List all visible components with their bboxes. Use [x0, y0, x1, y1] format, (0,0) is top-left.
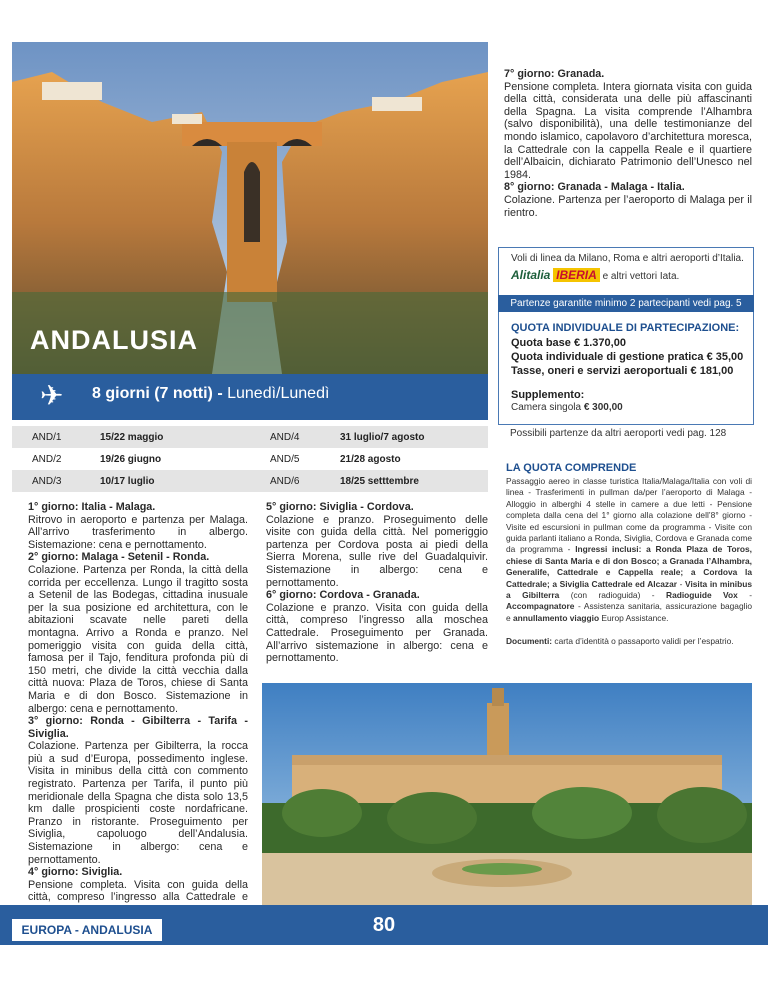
quota-base: Quota base € 1.370,00 [511, 337, 626, 349]
day-text: Colazione. Partenza per Gibilterra, la rocca più a sud d’Europa, possedimento inglese. Visita in minibus della città con commento registrato. Partenza per Tarifa, il punto più meridionale della Spagna che dista solo 13,5 km dalle prospicienti coste nordafricane. Pranzo in ristorante. Proseguimento per Siviglia, capoluogo dell’Andalusia. Sistemazione in albergo: cena e pernottamento. [28, 740, 248, 866]
weekdays-label: Lunedì/Lunedì [227, 385, 330, 402]
day-block [28, 501, 248, 551]
departure-date: 10/17 luglio [100, 476, 155, 487]
includes-part: - Assistenza sanitaria, assicurazione bagaglio e [506, 601, 752, 623]
day-text: Colazione. Partenza per Ronda, la città della corrida per eccellenza. Lungo il tragitto sosta a Setenil de las Bodegas, cittadina inusuale per la sua posizione ed architettura, con le abitazioni scavate nelle pareti della montagna. Arrivo a Ronda e pranzo. Nel pomeriggio visita con guida della città, famosa per il Tajo, fenditura profonda più di 150 metri, che divide la città vecchia dalla città nuova: Plaza de Toros, chiese di Santa Maria e di don Bosco. Sistemazione in albergo: cena e pernottamento. [28, 563, 248, 715]
documents-label: Documenti: [506, 636, 553, 647]
alitalia-logo: Alitalia [511, 268, 551, 282]
airlines-suffix: e altri vettori Iata. [602, 271, 680, 282]
departure-dates-table [12, 426, 488, 492]
includes-bold: annullamento viaggio [513, 612, 600, 623]
includes-part: Europ Assistance. [599, 612, 669, 623]
includes-part: Passaggio aereo in classe turistica Italia/Malaga/Italia con voli di linea - Trasferimenti in pullman da/per l’aeroporto di Malaga - Alloggio in alberghi 4 stelle in camere a due letti - Pensione completa dalla cena del 1° giorno alla colazione dell’8° giorno - Visite ed escursioni in pullman come da programma - Visite con guida parlanti italiano a Ronda, Siviglia, Cordova e Granada come da programma - [506, 476, 752, 555]
includes-text [506, 476, 752, 648]
duration-label: 8 giorni (7 notti) - [92, 385, 228, 402]
section-tag: EUROPA - ANDALUSIA [12, 919, 162, 941]
supplement-value: € 300,00 [583, 402, 623, 413]
destination-title: ANDALUSIA [30, 325, 198, 355]
departure-date: 19/26 giugno [100, 454, 162, 465]
table-row [12, 448, 488, 470]
departure-code: AND/6 [270, 476, 300, 487]
day-block [504, 181, 752, 219]
itinerary-column-right [504, 68, 752, 219]
includes-bold: Ingressi inclusi: a Ronda Plaza de Toros, chiese di Santa Maria e di don Bosco; a Granada l’Alhambra, Generalife, Cattedrale e Cappella reale; a Cordova la Cattedrale; a Siviglia Cattedrale ed Alcazar [506, 544, 753, 589]
includes-bold: Visita in minibus a Gibilterra [506, 578, 752, 601]
includes-bold: Radioguide Vox [666, 590, 738, 601]
day-heading: 2° giorno: Malaga - Setenil - Ronda. [28, 551, 210, 564]
documents-text: carta d’identità o passaporto validi per l’espatrio. [552, 636, 734, 647]
table-row [12, 426, 488, 448]
price-box [498, 312, 754, 425]
departure-code: AND/1 [32, 432, 62, 443]
departure-code: AND/3 [32, 476, 62, 487]
includes-bold: Accompagnatore [506, 601, 575, 612]
itinerary-column-left [28, 501, 248, 917]
day-text: Ritrovo in aeroporto e partenza per Malaga. All’arrivo trasferimento in albergo. Sistemazione: cena e pernottamento. [28, 513, 248, 551]
departure-date: 18/25 setttembre [340, 476, 419, 487]
day-text: Colazione e pranzo. Proseguimento delle visite con guida della città. Nel pomeriggio partenza per Cordova posta ai piedi della Sierra Morena, sulle rive del Guadalquivir. Sistemazione in albergo: cena e pernottamento. [266, 513, 488, 589]
day-heading: 4° giorno: Siviglia. [28, 866, 123, 879]
supplement-heading: Supplemento: [511, 389, 585, 401]
departure-code: AND/2 [32, 454, 62, 465]
page-number: 80 [372, 914, 396, 936]
includes-heading: LA QUOTA COMPRENDE [506, 462, 637, 474]
flights-text: Voli di linea da Milano, Roma e altri aeroporti d’Italia. [511, 253, 744, 264]
quota-heading: QUOTA INDIVIDUALE DI PARTECIPAZIONE: [511, 322, 740, 334]
day-heading: 8° giorno: Granada - Malaga - Italia. [504, 181, 685, 194]
guarantee-bar: Partenze garantite minimo 2 partecipanti vedi pag. 5 [498, 295, 754, 312]
departure-date: 31 luglio/7 agosto [340, 432, 425, 443]
day-text: Colazione. Partenza per l’aeroporto di Malaga per il rientro. [504, 193, 752, 219]
includes-part: - [737, 590, 752, 601]
duration-text [92, 385, 329, 403]
plane-icon: ✈ [40, 380, 64, 411]
supplement-line [511, 402, 623, 413]
day-text: Pensione completa. Visita con guida della città, compreso l’ingresso alla Cattedrale e [28, 878, 248, 904]
day-heading: 3° giorno: Ronda - Gibilterra - Tarifa - Siviglia. [28, 715, 248, 740]
includes-part: - [677, 578, 686, 589]
day-heading: 6° giorno: Cordova - Granada. [266, 589, 420, 602]
day-heading: 7° giorno: Granada. [504, 68, 605, 80]
day-text: Pensione completa. Intera giornata visita con guida della città, considerata una delle più affascinanti della Spagna. La visita comprende l’Alhambra (salvo disponibilità), una delle testimonianze del mondo islamico, capolavoro d’architettura moresca, la Cattedrale con la cappella Reale e il quartiere dell’Albaicin, dichiarato Patrimonio dell’Unesco nel 1984. [504, 80, 752, 181]
table-row [12, 470, 488, 492]
day-block [266, 589, 488, 665]
iberia-logo: IBERIA [553, 268, 600, 282]
departure-date: 15/22 maggio [100, 432, 164, 443]
departure-date: 21/28 agosto [340, 454, 401, 465]
day-block [28, 715, 248, 866]
airline-logos [511, 268, 747, 282]
supplement-label: Camera singola [511, 402, 584, 413]
departure-code: AND/5 [270, 454, 300, 465]
duration-band [12, 374, 488, 420]
day-block [504, 68, 752, 181]
day-block [28, 551, 248, 715]
departure-code: AND/4 [270, 432, 300, 443]
quota-gestione: Quota individuale di gestione pratica € 35,00 [511, 351, 744, 363]
day-block [266, 501, 488, 589]
day-heading: 1° giorno: Italia - Malaga. [28, 501, 156, 513]
day-heading: 5° giorno: Siviglia - Cordova. [266, 501, 414, 513]
seville-photo [262, 683, 752, 905]
other-airports-note: Possibili partenze da altri aeroporti vedi pag. 128 [510, 428, 727, 439]
itinerary-column-middle [266, 501, 488, 665]
day-text: Colazione e pranzo. Visita con guida della città, compreso l’ingresso alla moschea Cattedrale. Proseguimento per Granada. All’arrivo sistemazione in albergo: cena e pernottamento. [266, 601, 488, 665]
quota-tasse: Tasse, oneri e servizi aeroportuali € 181,00 [511, 365, 734, 377]
documents-note [506, 636, 752, 647]
includes-part: (con radioguida) - [559, 590, 667, 601]
